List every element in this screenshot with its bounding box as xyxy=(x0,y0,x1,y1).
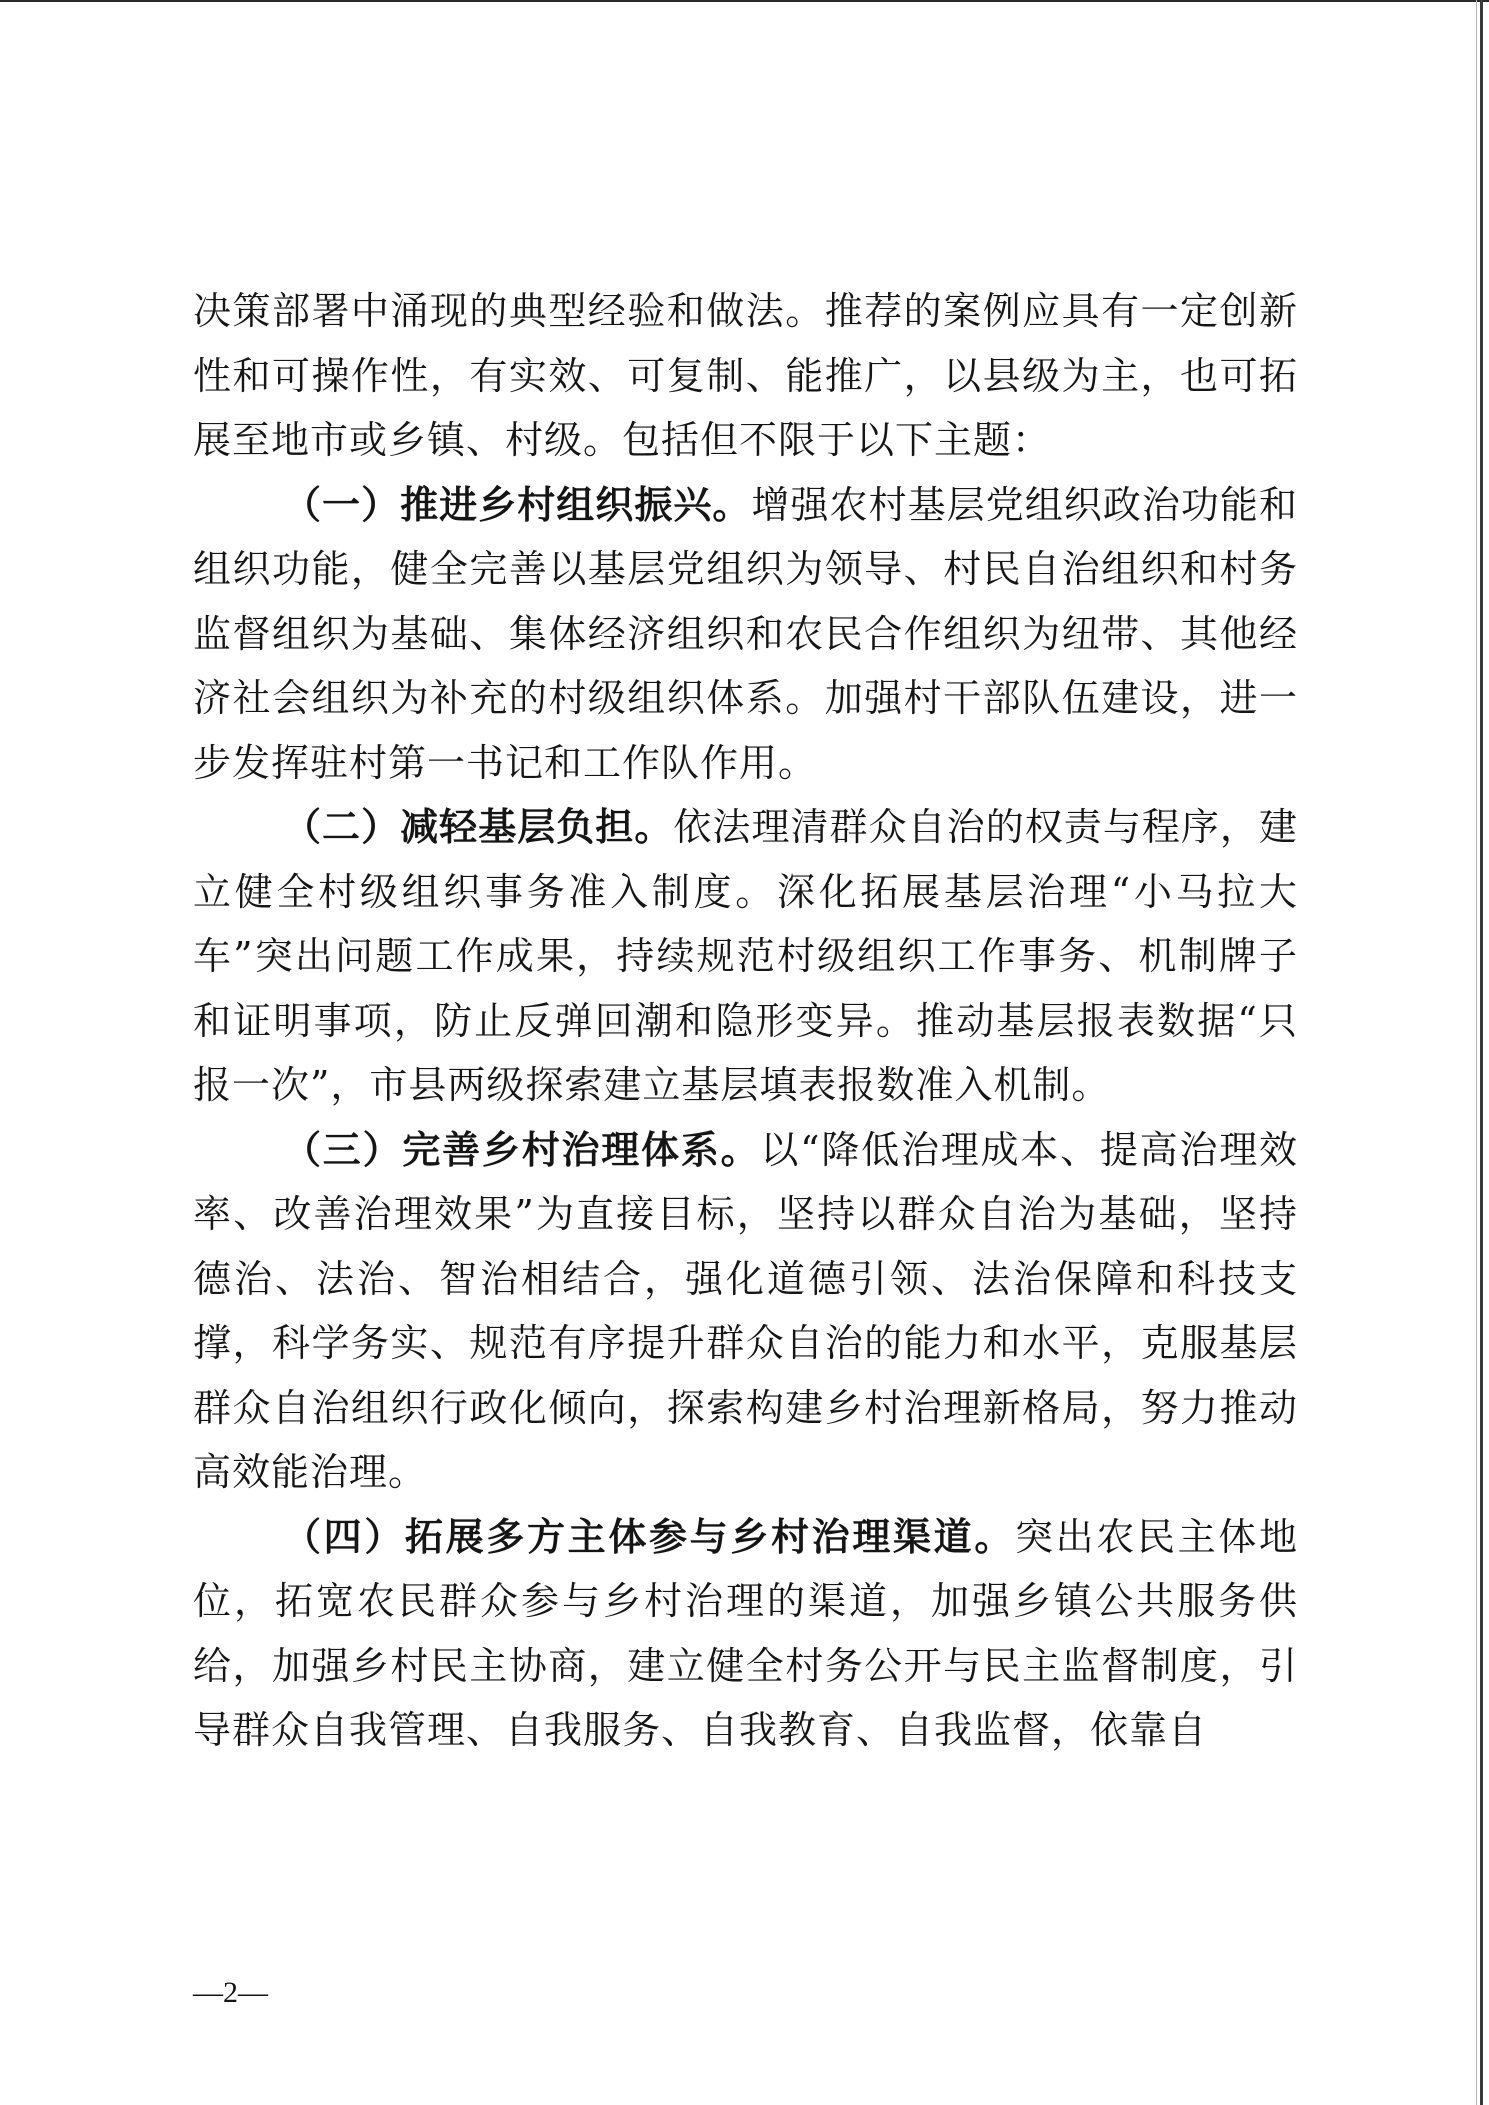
section-3-body: 以“降低治理成本、提高治理效率、改善治理效果”为直接目标，坚持以群众自治为基础，坚持德治、法治、智治相结合，强化道德引领、法治保障和科技支撑，科学务实、规范有序提升群众自治的能力和水平，克服基层群众自治组织行政化倾向，探索构建乡村治理新格局，努力推动高效能治理。 xyxy=(193,1127,1298,1494)
section-3-paragraph xyxy=(193,1118,1298,1505)
section-1-heading: （一）推进乡村组织振兴。 xyxy=(283,482,752,527)
scan-top-edge xyxy=(0,0,1489,2)
section-2-paragraph xyxy=(193,795,1298,1118)
document-body xyxy=(193,279,1298,1763)
section-1-paragraph xyxy=(193,473,1298,796)
section-4-paragraph xyxy=(193,1505,1298,1763)
section-4-heading: （四）拓展多方主体参与乡村治理渠道。 xyxy=(283,1514,1015,1559)
scan-right-edge-shadow xyxy=(1476,0,1477,2105)
section-2-heading: （二）减轻基层负担。 xyxy=(283,805,674,849)
page-number: —2— xyxy=(193,1976,268,2009)
intro-paragraph: 决策部署中涌现的典型经验和做法。推荐的案例应具有一定创新性和可操作性，有实效、可复制、能推广，以县级为主，也可拓展至地市或乡镇、村级。包括但不限于以下主题： xyxy=(193,289,1298,462)
section-4-body: 突出农民主体地位，拓宽农民群众参与乡村治理的渠道，加强乡镇公共服务供给，加强乡村民主协商，建立健全村务公开与民主监督制度，引导群众自我管理、自我服务、自我教育、自我监督，依靠自 xyxy=(193,1514,1298,1752)
section-3-heading: （三）完善乡村治理体系。 xyxy=(283,1127,761,1172)
section-2-body: 依法理清群众自治的权责与程序，建立健全村级组织事务准入制度。深化拓展基层治理“小马拉大车”突出问题工作成果，持续规范村级组织工作事务、机制牌子和证明事项，防止反弹回潮和隐形变异。推动基层报表数据“只报一次”，市县两级探索建立基层填表报数准入机制。 xyxy=(193,805,1298,1107)
scan-right-edge xyxy=(1480,0,1483,2105)
section-1-body: 增强农村基层党组织政治功能和组织功能，健全完善以基层党组织为领导、村民自治组织和村务监督组织为基础、集体经济组织和农民合作组织为纽带、其他经济社会组织为补充的村级组织体系。加强村干部队伍建设，进一步发挥驻村第一书记和工作队作用。 xyxy=(193,482,1298,785)
